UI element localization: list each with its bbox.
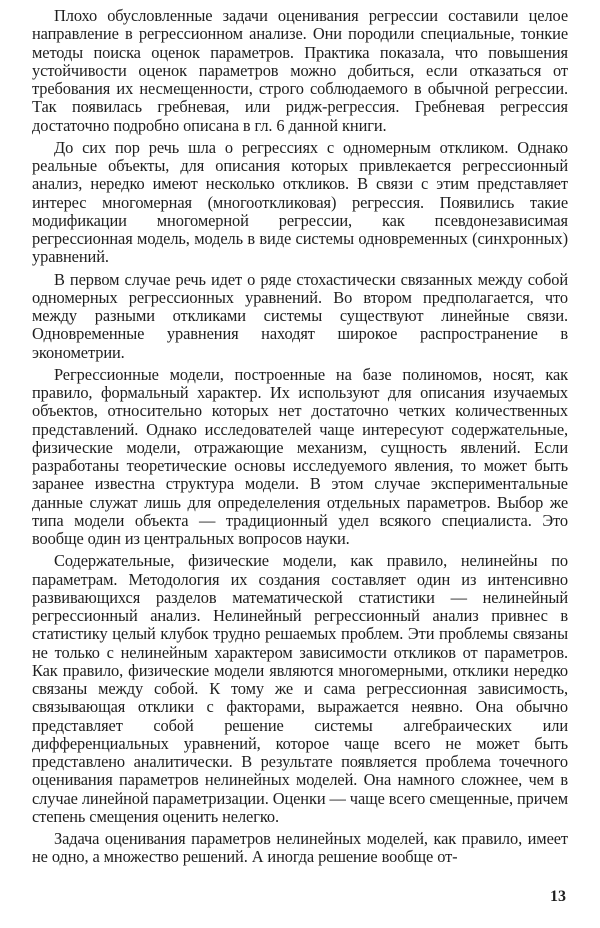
paragraph-simultaneous-equations: В первом случае речь идет о ряде стохастически связанных между собой одномерных регрессионных уравнений. Во втором предполагается, что между разными откликами системы существуют линейные связи. Одновременные уравнения находят широкое распространение в эконометрии.: [32, 269, 568, 362]
paragraph-polynomial-models: Регрессионные модели, построенные на базе полиномов, носят, как правило, формальный характер. Их используют для описания изучаемых объектов, относительно которых нет достаточно четких количественных представлений. Однако исследователей чаще интересуют содержательные, физические модели, отражающие механизм, сущность явлений. Если разработаны теоретические основы исследуемого явления, то может быть заранее известна структура модели. В этом случае экспериментальные данные служат лишь для определеления отдельных параметров. Выбор же типа модели объекта — традиционный удел всякого специалиста. Это вообще один из центральных вопросов науки.: [32, 364, 568, 548]
paragraph-nonlinear-models: Содержательные, физические модели, как правило, нелинейны по параметрам. Методология их создания составляет один из интенсивно развивающихся разделов математической статистики — нелинейный регрессионный анализ. Нелинейный регрессионный анализ привнес в статистику целый клубок трудно решаемых проблем. Эти проблемы связаны не только с нелинейным характером зависимости откликов от параметров. Как правило, физические модели являются многомерными, отклики нередко связаны между собой. К тому же и сама регрессионная зависимость, связывающая отклики с факторами, выражается неявно. Она обычно представляет собой решение системы алгебраических или дифференциальных уравнений, которое чаще всего не может быть представлено аналитически. В результате появляется проблема точечного оценивания параметров нелинейных моделей. Она намного сложнее, чем в случае линейной параметризации. Оценки — чаще всего смещенные, причем степень смещения оценить нелегко.: [32, 551, 568, 826]
paragraph-ridge-regression: Плохо обусловленные задачи оценивания регрессии составили целое направление в регрессионном анализе. Они породили специальные, тонкие методы поиска оценок параметров. Практика показала, что повышения устойчивости оценок параметров можно добиться, если отказаться от требования их несмещенности, строго соблюдаемого в обычной регрессии. Так появилась гребневая, или ридж-регрессия. Гребневая регрессия достаточно подробно описана в гл. 6 данной книги.: [32, 6, 568, 135]
paragraph-estimation-problem: Задача оценивания параметров нелинейных моделей, как правило, имеет не одно, а множество решений. А иногда решение вообще от-: [32, 829, 568, 867]
body-text: [32, 7, 568, 867]
page-number: 13: [550, 888, 566, 905]
paragraph-multivariate-regression: До сих пор речь шла о регрессиях с одномерным откликом. Однако реальные объекты, для описания которых привлекается регрессионный анализ, нередко имеют несколько откликов. В связи с этим представляет интерес многомерная (многооткликовая) регрессия. Появились такие модификации многомерной регрессии, как псевдонезависимая регрессионная модель, модель в виде системы одновременных (синхронных) уравнений.: [32, 137, 568, 267]
